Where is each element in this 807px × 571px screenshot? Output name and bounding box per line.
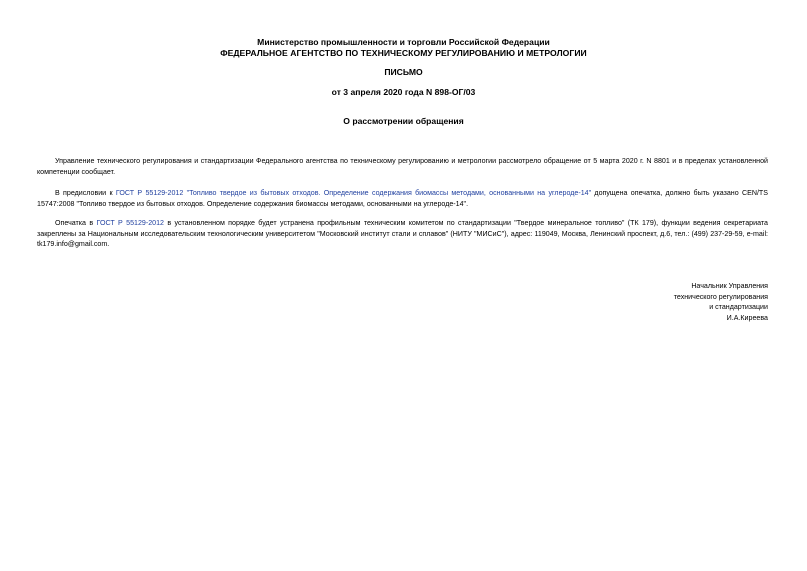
paragraph-text: допущена опечатка, должно быть указано CEN/TS 15747:2008 "Топливо твердое из бытовых отходов. Определение содержания биомассы методами, основанными на углероде-14". bbox=[37, 189, 768, 208]
gost-link[interactable]: ГОСТ Р 55129-2012 "Топливо твердое из бытовых отходов. Определение содержания биомассы методами, основанными на углероде-14" bbox=[115, 189, 592, 197]
signatory-name: И.А.Киреева bbox=[726, 314, 768, 323]
signature-position-line: Начальник Управления bbox=[691, 282, 768, 290]
agency-name: ФЕДЕРАЛЬНОЕ АГЕНТСТВО ПО ТЕХНИЧЕСКОМУ РЕГУЛИРОВАНИЮ И МЕТРОЛОГИИ bbox=[220, 48, 587, 58]
paragraph-correction-info bbox=[37, 218, 768, 250]
paragraph-intro: Управление технического регулирования и стандартизации Федерального агентства по техническому регулированию и метрологии рассмотрело обращение от 5 марта 2020 г. N 8801 и в пределах установленной компетенции сообщает. bbox=[37, 157, 768, 176]
signature-position-line: технического регулирования bbox=[673, 292, 768, 301]
document-type: ПИСЬМО bbox=[384, 67, 423, 77]
paragraph-text: Опечатка в bbox=[55, 219, 97, 227]
document-header bbox=[0, 37, 807, 59]
paragraph-typo-description bbox=[37, 188, 768, 209]
paragraph-text: В предисловии к bbox=[55, 189, 116, 197]
signature-position-line: и стандартизации bbox=[709, 303, 768, 312]
ministry-name: Министерство промышленности и торговли Российской Федерации bbox=[257, 37, 550, 47]
document-date-number: от 3 апреля 2020 года N 898-ОГ/03 bbox=[331, 87, 476, 97]
gost-link[interactable]: ГОСТ Р 55129-2012 bbox=[96, 219, 164, 227]
paragraph-text: в установленном порядке будет устранена профильным техническим комитетом по стандартизации "Твердое минеральное топливо" (ТК 179), функции ведения секретариата закреплены за Национальным исследовательским технологическим университетом "Московский институт стали и сплавов" (НИТУ "МИСиС"), адрес: 119049, Москва, Ленинский проспект, д.6, тел.: (499) 237-29-59, e-mail: tk179.info@gmail.com. bbox=[37, 219, 768, 249]
signature-block bbox=[674, 281, 768, 324]
document-subject: О рассмотрении обращения bbox=[343, 116, 464, 126]
